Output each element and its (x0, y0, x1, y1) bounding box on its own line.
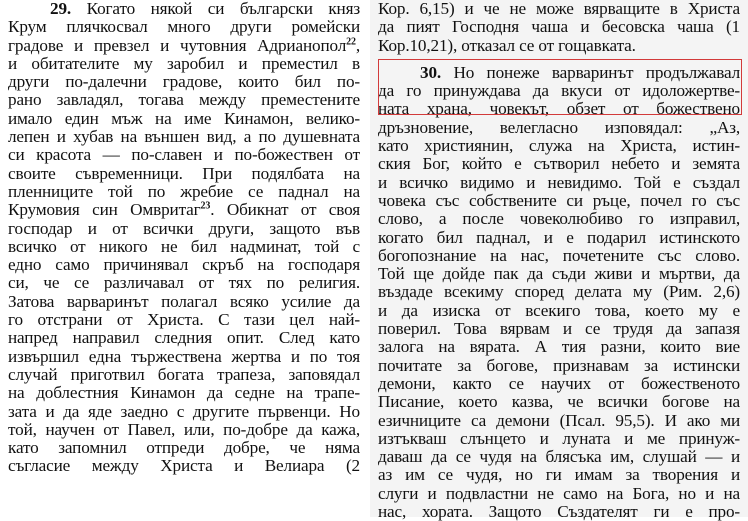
text-line: едно само причинявал скръб на господаря (8, 255, 360, 275)
text-line: да пият Господня чаша и бесовска чаша (1 (378, 17, 740, 37)
text-line: и всичко видимо и невидимо. Той е създал (378, 172, 740, 192)
text-line: поверил. Това вярвам и се трудя да запазя (378, 319, 740, 339)
footnote-ref-23: 23 (200, 200, 211, 212)
text-line: нас, хората. Защото Създателят ги е про- (378, 502, 740, 521)
text-line: пленниците той по жребие се паднал на (8, 181, 360, 201)
text-line: рано завладял, тогава между преместените (8, 90, 360, 110)
text-line: имало един мъж на име Кинамон, велико- (8, 108, 360, 128)
text-line: Писание, което казва, че всички богове на (378, 392, 740, 412)
paragraph-29-line-1: 29. Когато някой си български княз (50, 0, 360, 18)
text-line: Крум плячкосвал много други ромейски (8, 17, 360, 37)
paragraph-30-number: 30. (420, 62, 442, 82)
text-line: извършил една тържествена жертва и по тоя (8, 346, 360, 366)
text-line: Кор.10,21), отказал се от гощавката. (378, 35, 636, 55)
text-line: даваш да се чудя на блясъка им, слушай — и (378, 447, 740, 467)
text-line: човека със собствените си ръце, почел го със (378, 190, 740, 210)
text-line: аз им се чудя, но ги имам за творения и (378, 465, 740, 485)
text-line: слуги и подвластни не само на Бога, но и на (378, 483, 740, 503)
text-line: други по-далечни градове, които бил по- (8, 72, 360, 92)
text-line: демони, както се научих от божественото (378, 373, 740, 393)
text-line: залога на вярата. А тия разни, които вие (378, 337, 740, 357)
text-line: господар и от всички други, защото във (8, 218, 360, 238)
text-line: да го принуждава да вкуси от идоложертве- (378, 81, 740, 101)
text-line: ския Бог, който е сътворил небето и земята (378, 154, 740, 174)
text-line: го отстрани от Христа. С тази цел най- (8, 310, 360, 330)
text-line: Той ще дойде пак да съди живи и мъртви, да (378, 264, 740, 284)
text-line: и да изиска от всекиго това, което му е (378, 300, 740, 320)
text-line: си, че се различавал от тях по религия. (8, 273, 360, 293)
text-line: и обитателите му заробил и преместил в (8, 53, 360, 73)
left-column (0, 0, 372, 476)
text-line: Кор. 6,15) и че не може вярващите в Христа (378, 0, 740, 18)
text-line: си красота — по-славен и по-божествен от (8, 145, 360, 165)
right-column (370, 0, 748, 521)
text-line: като християнин, служа на Христа, истин- (378, 136, 740, 156)
text-line: той, научен от Павел, или, по-добре да кажа, (8, 419, 360, 439)
text-line: богопознание на нас, почетените със слово. (378, 245, 740, 265)
text-line: напред направил следния опит. След като (8, 328, 360, 348)
text-line: зата и да яде заедно с другите първенци. Но (8, 401, 360, 421)
text-line: изтъкваш слънцето и луната и ме принуж- (378, 428, 740, 448)
text-line: когато бил паднал, и е подарил истинското (378, 227, 740, 247)
text-line: Затова варваринът полагал всяко усилие да (8, 291, 360, 311)
text-line: дръзновение, велегласно изповядал: „Аз, (378, 117, 740, 137)
footnote-ref-22: 22 (346, 35, 356, 47)
text-line: ната храна, човекът, обзет от божествено (378, 99, 740, 119)
text-line: съгласие между Христа и Велиара (2 (8, 456, 360, 476)
text-line: лепен и хубав на външен вид, а по душевната (8, 127, 360, 147)
text-line: Крумовия син Омвритаг$^{23}$. Обикнат от своя (8, 200, 360, 220)
text-line: своите съвременници. При подялбата на (8, 163, 360, 183)
paragraph-30-line-1: 30. Но понеже варваринът продължавал (420, 62, 740, 82)
text-line: езичниците са демони (Псал. 95,5). И ако ми (378, 410, 740, 430)
text-line: градове и превзел и чутовния Адрианопол$^{22}$, (8, 35, 360, 55)
text-line: слово, а после човеколюбиво го изправил, (378, 209, 740, 229)
text-line: въздаде всекиму според делата му (Рим. 2,6) (378, 282, 740, 302)
text-line: на доблестния Кинамон да седне на трапе- (8, 383, 360, 403)
text-line: като запомнил отпреди добре, че няма (8, 438, 360, 458)
text-line: всичко от никого не бил надминат, той с (8, 236, 360, 256)
paragraph-29-number: 29. (50, 0, 72, 18)
text-line: почитате за богове, признавам за истински (378, 355, 740, 375)
text-line: случай приготвил богата трапеза, заповядал (8, 364, 360, 384)
